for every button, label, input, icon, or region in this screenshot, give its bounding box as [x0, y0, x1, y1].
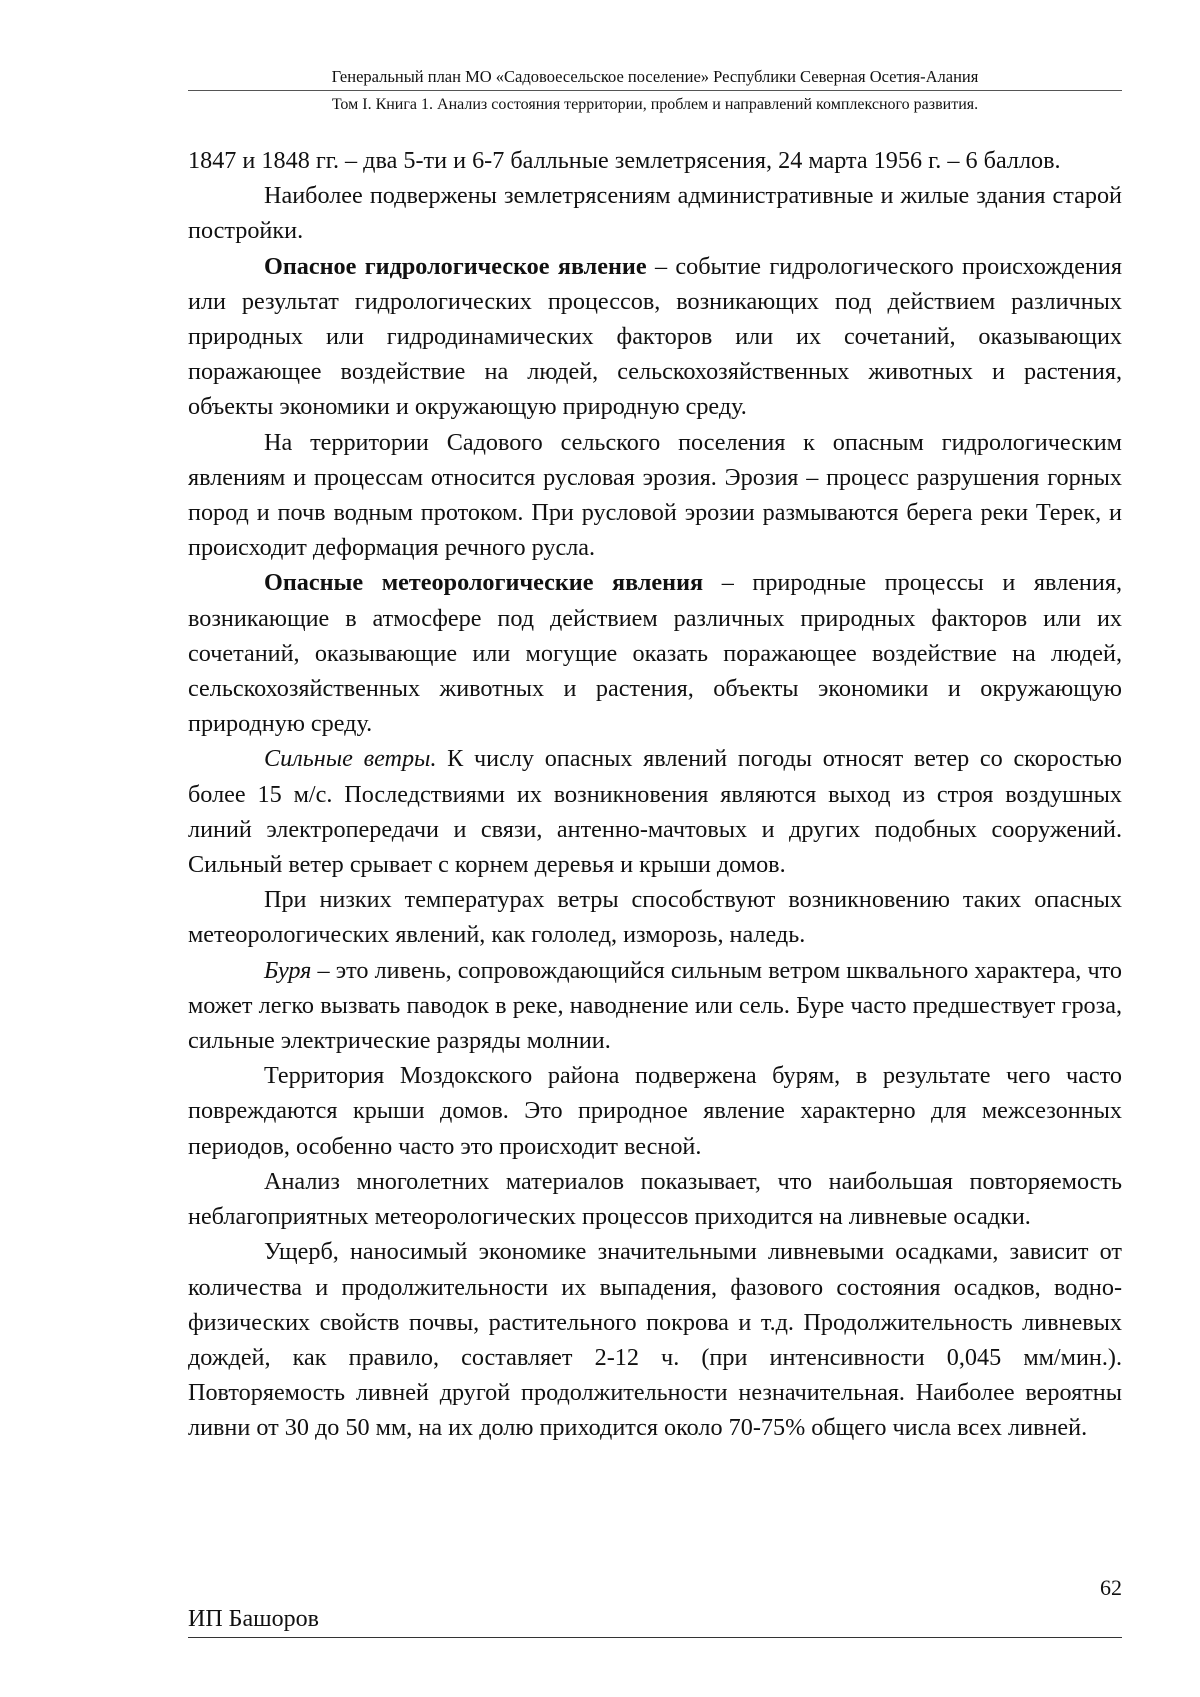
paragraph: Анализ многолетних материалов показывает, что наибольшая повторяемость неблагоприятных метеорологических процессов приходится на ливневые осадки. — [188, 1167, 1122, 1231]
paragraph — [188, 565, 1122, 741]
paragraph — [188, 953, 1122, 1059]
paragraph — [188, 249, 1122, 425]
paragraph — [188, 741, 1122, 882]
paragraph: 1847 и 1848 гг. – два 5-ти и 6-7 балльные землетрясения, 24 марта 1956 г. – 6 баллов. — [188, 147, 1061, 174]
paragraph: При низких температурах ветры способствуют возникновению таких опасных метеорологических явлений, как гололед, изморозь, наледь. — [188, 886, 1122, 949]
page-header — [188, 66, 1122, 116]
term-bold: Опасное гидрологическое явление — [264, 252, 647, 280]
paragraph-text: – событие гидрологического происхождения или результат гидрологических процессов, возникающих под действием различных природных или гидродинамических факторов или их сочетаний, оказывающих поражающее воздействие на людей, сельскохозяйственных животных и растения, объекты экономики и окружающую природную среду. — [188, 252, 1122, 421]
term-italic: Буря — [264, 956, 312, 984]
paragraph: На территории Садового сельского поселения к опасным гидрологическим явлениям и процессам относится русловая эрозия. Эрозия – процесс разрушения горных пород и почв водным протоком. При русловой эрозии размываются берега реки Терек, и происходит деформация речного русла. — [188, 428, 1122, 562]
header-title: Генеральный план МО «Садовоесельское поселение» Республики Северная Осетия-Алания — [188, 66, 1122, 91]
term-italic: Сильные ветры. — [264, 745, 437, 773]
page-footer — [188, 1604, 1122, 1638]
paragraph-text: – природные процессы и явления, возникающие в атмосфере под действием различных природных факторов или их сочетаний, оказывающие или могущие оказать поражающее воздействие на людей, сельскохозяйственных животных и растения, объекты экономики и окружающую природную среду. — [188, 569, 1122, 738]
paragraph-text: К числу опасных явлений погоды относят ветер со скоростью более 15 м/с. Последствиями их возникновения являются выход из строя воздушных линий электропередачи и связи, антенно-мачтовых и других подобных сооружений. Сильный ветер срывает с корнем деревья и крыши домов. — [188, 745, 1122, 879]
document-body — [188, 143, 1122, 1446]
paragraph: Ущерб, наносимый экономике значительными ливневыми осадками, зависит от количества и продолжительности их выпадения, фазового состояния осадков, водно-физических свойств почвы, растительного покрова и т.д. Продолжительность ливневых дождей, как правило, составляет 2-12 ч. (при интенсивности 0,045 мм/мин.). Повторяемость ливней другой продолжительности незначительная. Наиболее вероятны ливни от 30 до 50 мм, на их долю приходится около 70-75% общего числа всех ливней. — [188, 1238, 1122, 1442]
paragraph: Наиболее подвержены землетрясениям административные и жилые здания старой постройки. — [188, 182, 1122, 245]
paragraph: Территория Моздокского района подвержена бурям, в результате чего часто повреждаются крыши домов. Это природное явление характерно для межсезонных периодов, особенно часто это происходит весной. — [188, 1062, 1122, 1160]
footer-author: ИП Башоров — [188, 1606, 319, 1632]
paragraph-text: – это ливень, сопровождающийся сильным ветром шквального характера, что может легко вызвать паводок в реке, наводнение или сель. Буре часто предшествует гроза, сильные электрические разряды молнии. — [188, 956, 1122, 1055]
term-bold: Опасные метеорологические явления — [264, 569, 704, 597]
header-subtitle: Том I. Книга 1. Анализ состояния территории, проблем и направлений комплексного развития. — [331, 96, 979, 113]
page-number: 62 — [1100, 1575, 1122, 1600]
